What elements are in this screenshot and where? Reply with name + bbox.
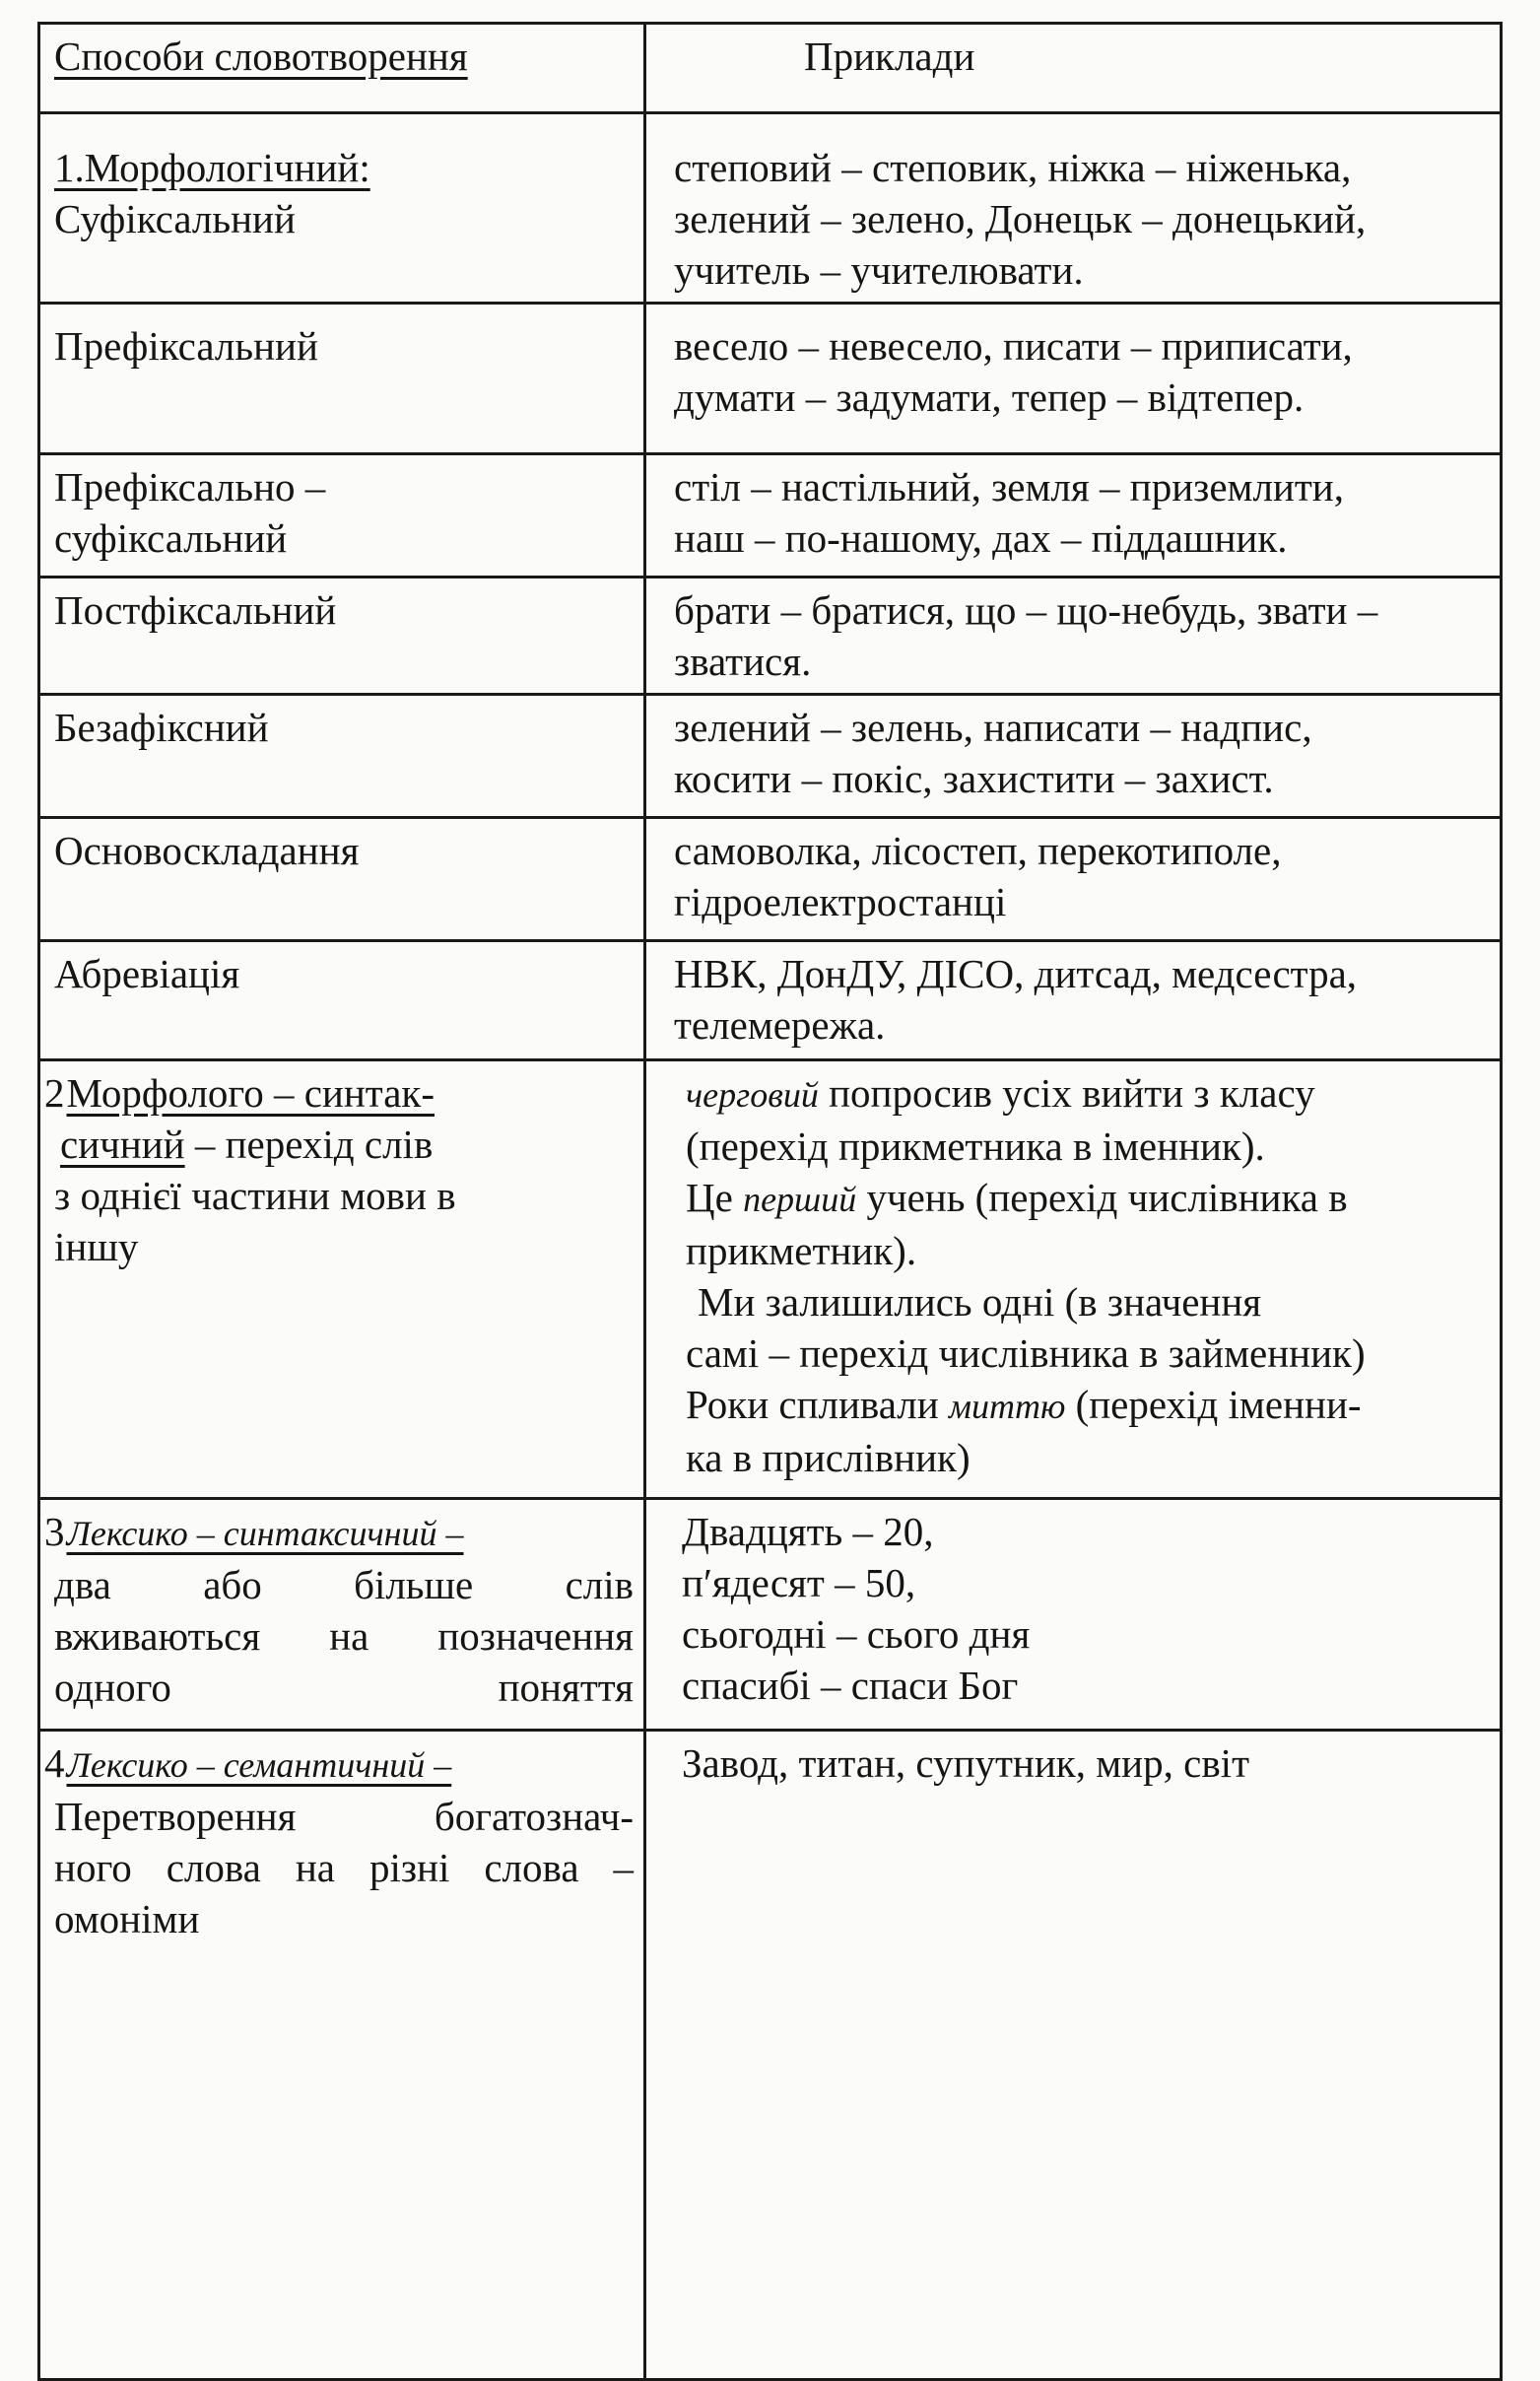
method-title-line: суфіксальний (54, 515, 288, 561)
example-line: зелений – зелень, написати – надпис, (674, 705, 1312, 750)
method-desc-line: омоніми (54, 1896, 200, 1941)
method-title: Безафіксний (54, 705, 269, 750)
method-title-line: Префіксально – (54, 464, 326, 510)
method-desc-line: ного слова на різні слова – (54, 1845, 634, 1890)
example-line: п′ядесят – 50, (682, 1560, 916, 1605)
example-line: степовий – степовик, ніжка – ніженька, (674, 145, 1352, 190)
table-header-row (39, 24, 1502, 113)
example-line: самоволка, лісостеп, перекотиполе, (674, 828, 1282, 873)
table-row (39, 941, 1502, 1060)
example-word: миттю (948, 1387, 1066, 1426)
example-line: стіл – настільний, земля – приземлити, (674, 464, 1344, 510)
examples-cell (645, 1499, 1502, 1731)
example-word: черговий (686, 1075, 819, 1115)
examples-cell (645, 695, 1502, 818)
method-cell (39, 304, 645, 454)
method-cell (39, 454, 645, 578)
table-row (39, 578, 1502, 695)
method-desc-line: два або більше слів (54, 1562, 634, 1607)
example-line: зватися. (674, 639, 812, 684)
example-line: наш – по-нашому, дах – піддашник. (674, 515, 1288, 561)
method-desc-line: вживаються на позначення (54, 1613, 634, 1659)
method-title: Абревіація (54, 951, 240, 996)
method-title: Постфіксальний (54, 587, 337, 633)
method-desc-line: Перетворення богатознач- (54, 1794, 634, 1839)
method-title-rest: – перехід слів (184, 1122, 434, 1167)
method-desc-line: з однієї частини мови в (54, 1173, 456, 1218)
examples-cell (645, 304, 1502, 454)
header-cell-methods (39, 24, 645, 113)
example-line: Завод, титан, супутник, мир, світ (682, 1740, 1249, 1786)
example-word: перший (743, 1180, 857, 1219)
examples-cell (645, 1731, 1502, 2380)
example-text: учень (перехід числівника в (856, 1175, 1348, 1220)
table-row (39, 113, 1502, 304)
method-title-cont: сичний (60, 1122, 185, 1167)
example-line: ка в прислівник) (686, 1435, 971, 1480)
example-line: зелений – зелено, Донецьк – донецький, (674, 196, 1367, 241)
example-line: думати – задумати, тепер – відтепер. (674, 374, 1305, 420)
example-line: самі – перехід числівника в займенник) (686, 1330, 1366, 1376)
example-line: Ми залишились одні (в значення (698, 1279, 1262, 1325)
example-line: Двадцять – 20, (682, 1509, 934, 1554)
example-line: весело – невесело, писати – приписати, (674, 323, 1353, 369)
example-text: (перехід іменни- (1065, 1382, 1362, 1427)
method-title: Лексико – семантичний – (66, 1745, 452, 1785)
method-cell (39, 1731, 645, 2380)
method-title: Префіксальний (54, 323, 318, 369)
example-line: косити – покіс, захистити – захист. (674, 756, 1274, 801)
method-cell (39, 695, 645, 818)
method-title: 1.Морфологічний: (54, 145, 370, 190)
examples-cell (645, 818, 1502, 941)
examples-cell (645, 454, 1502, 578)
header-cell-examples (645, 24, 1502, 113)
example-line: гідроелектростанці (674, 879, 1007, 924)
table-row (39, 695, 1502, 818)
examples-cell (645, 113, 1502, 304)
method-title: Лексико – синтаксичний – (66, 1514, 464, 1553)
table-row (39, 1731, 1502, 2380)
example-line: телемережа. (674, 1002, 886, 1048)
table-row (39, 818, 1502, 941)
word-formation-table (37, 22, 1503, 2381)
method-cell (39, 1499, 645, 1731)
method-number: 4 (44, 1740, 65, 1786)
method-number: 2 (44, 1070, 65, 1116)
example-line: прикметник). (686, 1228, 917, 1273)
method-desc-line: одного поняття (54, 1665, 634, 1710)
table-row (39, 1060, 1502, 1499)
example-pre: Це (686, 1175, 744, 1220)
method-title: Основоскладання (54, 828, 360, 873)
header-examples-label: Приклади (804, 34, 975, 79)
method-cell (39, 578, 645, 695)
method-number: 3 (44, 1509, 65, 1554)
method-subtitle: Суфіксальний (54, 196, 296, 241)
method-title: Морфолого – синтак- (66, 1070, 435, 1116)
method-cell (39, 1060, 645, 1499)
examples-cell (645, 941, 1502, 1060)
example-line: учитель – учителювати. (674, 247, 1084, 293)
table-row (39, 1499, 1502, 1731)
method-desc-line: іншу (54, 1224, 139, 1269)
example-line: спасибі – спаси Бог (682, 1663, 1019, 1708)
example-line: НВК, ДонДУ, ДІСО, дитсад, медсестра, (674, 951, 1358, 996)
table-row (39, 454, 1502, 578)
examples-cell (645, 1060, 1502, 1499)
method-cell (39, 941, 645, 1060)
example-line: (перехід прикметника в іменник). (686, 1123, 1265, 1169)
header-methods-label: Способи словотворення (54, 34, 468, 79)
example-text: попросив усіх вийти з класу (818, 1070, 1315, 1116)
table-row (39, 304, 1502, 454)
method-cell (39, 113, 645, 304)
example-line: брати – братися, що – що-небудь, звати – (674, 587, 1378, 633)
example-pre: Роки спливали (686, 1382, 949, 1427)
method-cell (39, 818, 645, 941)
examples-cell (645, 578, 1502, 695)
example-line: сьогодні – сього дня (682, 1611, 1031, 1657)
